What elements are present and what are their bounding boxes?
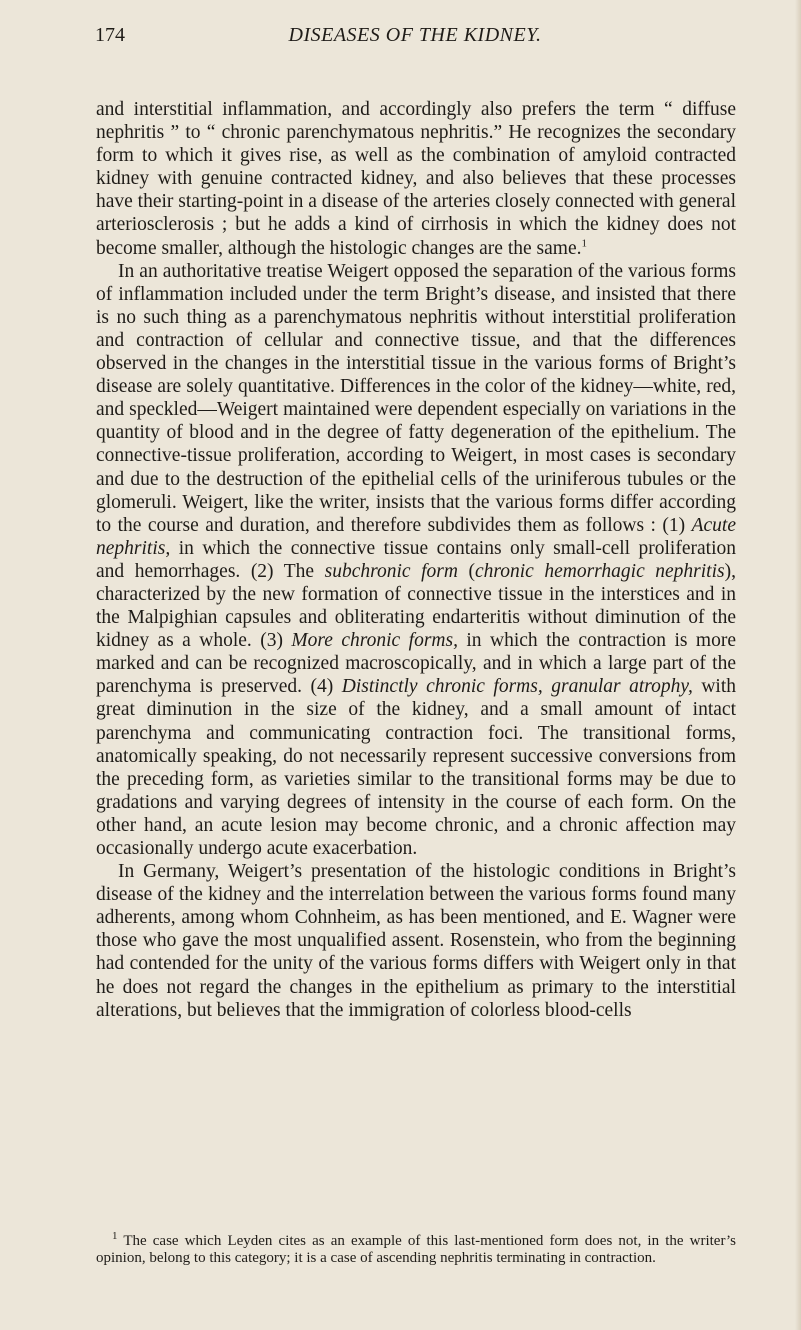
footnote-body: The case which Leyden cites as an example of this last-mentioned form does not, in the writer’s opinion, belong to this category; it is a case of ascending nephritis terminating in contraction. (96, 1233, 737, 1266)
text-run: In an authoritative treatise Weigert opposed the separation of the various forms of inflammation included under the term Bright’s disease, and insisted that there is no such thing as a parenchymatous nephritis without interstitial proliferation and contraction of cellular and connective tissue, and that the differences observed in the changes in the interstitial tissue in the various forms of Bright’s disease are solely quantitative. Differences in the color of the kidney—white, red, and speckled—Weigert maintained were dependent especially on variations in the quantity of blood and in the degree of fatty degeneration of the epithelium. The connective-tissue proliferation, according to Weigert, in most cases is secondary and due to the destruction of the epithelial cells of the uriniferous tubules or the glomeruli. Weigert, like the writer, insists that the various forms differ according to the course and duration, and therefore subdivides them as follows : (1) (96, 260, 736, 536)
text-run: in which the contraction is more marked and can be recognized macroscopically, and in which a large part of the parenchyma is preserved. (4) (96, 630, 736, 698)
italic-term: chronic hemorrhagic nephritis (474, 560, 725, 582)
text-run: In Germany, Weigert’s presentation of the histologic conditions in Bright’s disease of the kidney and the interrelation between the various forms found many adherents, among whom Cohnheim, as has been mentioned, and E. Wagner were those who gave the most unqualified assent. Rosenstein, who from the beginning had contended for the unity of the various forms differs with Weigert only in that he does not regard the changes in the epithelium as primary to the interstitial alterations, but believes that the immigration of colorless blood-cells (96, 861, 736, 1021)
footnote (96, 1230, 737, 1267)
paragraph-continuation (96, 98, 736, 260)
paragraph-germany (96, 860, 736, 1022)
italic-term: More chronic forms, (291, 630, 458, 652)
page-edge-shadow (795, 0, 801, 1330)
footnote-marker: 1 (112, 1230, 118, 1242)
footnote-ref: 1 (581, 237, 587, 250)
text-run: ), characterized by the new formation of connective tissue in the interstices and in the Malpighian capsules and obliterating endarteritis without diminution of the kidney as a whole. (3) (96, 560, 736, 652)
text-run: with great diminution in the size of the kidney, and a small amount of intact parenchyma and communicating contraction foci. The transitional forms, anatomically speaking, do not necessarily represent successive conversions from the preceding form, as varieties similar to the transitional forms may be due to gradations and varying degrees of intensity in the course of each form. On the other hand, an acute lesion may become chronic, and a chronic affection may occasionally undergo acute exacerbation. (96, 676, 737, 859)
text-run: in which the connective tissue contains only small-cell proliferation and hemorrhages. (2) The (96, 537, 736, 582)
footnote-text (96, 1230, 737, 1267)
paragraph-weigert-treatise (96, 260, 736, 860)
italic-term: subchronic form (324, 560, 458, 582)
italic-term: Distinctly chronic forms, granular atrophy, (341, 676, 693, 698)
page-number: 174 (95, 24, 125, 46)
body-text (96, 98, 736, 1022)
text-run: and interstitial inflammation, and accordingly also prefers the term “ diffuse nephritis ” to “ chronic parenchymatous nephritis.” He recognizes the secondary form to which it gives rise, as well as the combination of amyloid contracted kidney with genuine contracted kidney, and also believes that these processes have their starting-point in a disease of the arteries closely connected with general arteriosclerosis ; but he adds a kind of cirrhosis in which the kidney does not become smaller, although the histologic changes are the same. (96, 99, 737, 259)
running-title: DISEASES OF THE KIDNEY. (288, 24, 542, 46)
text-run: ( (457, 560, 475, 582)
page-header (95, 22, 735, 48)
italic-term: Acute nephritis, (96, 514, 736, 559)
